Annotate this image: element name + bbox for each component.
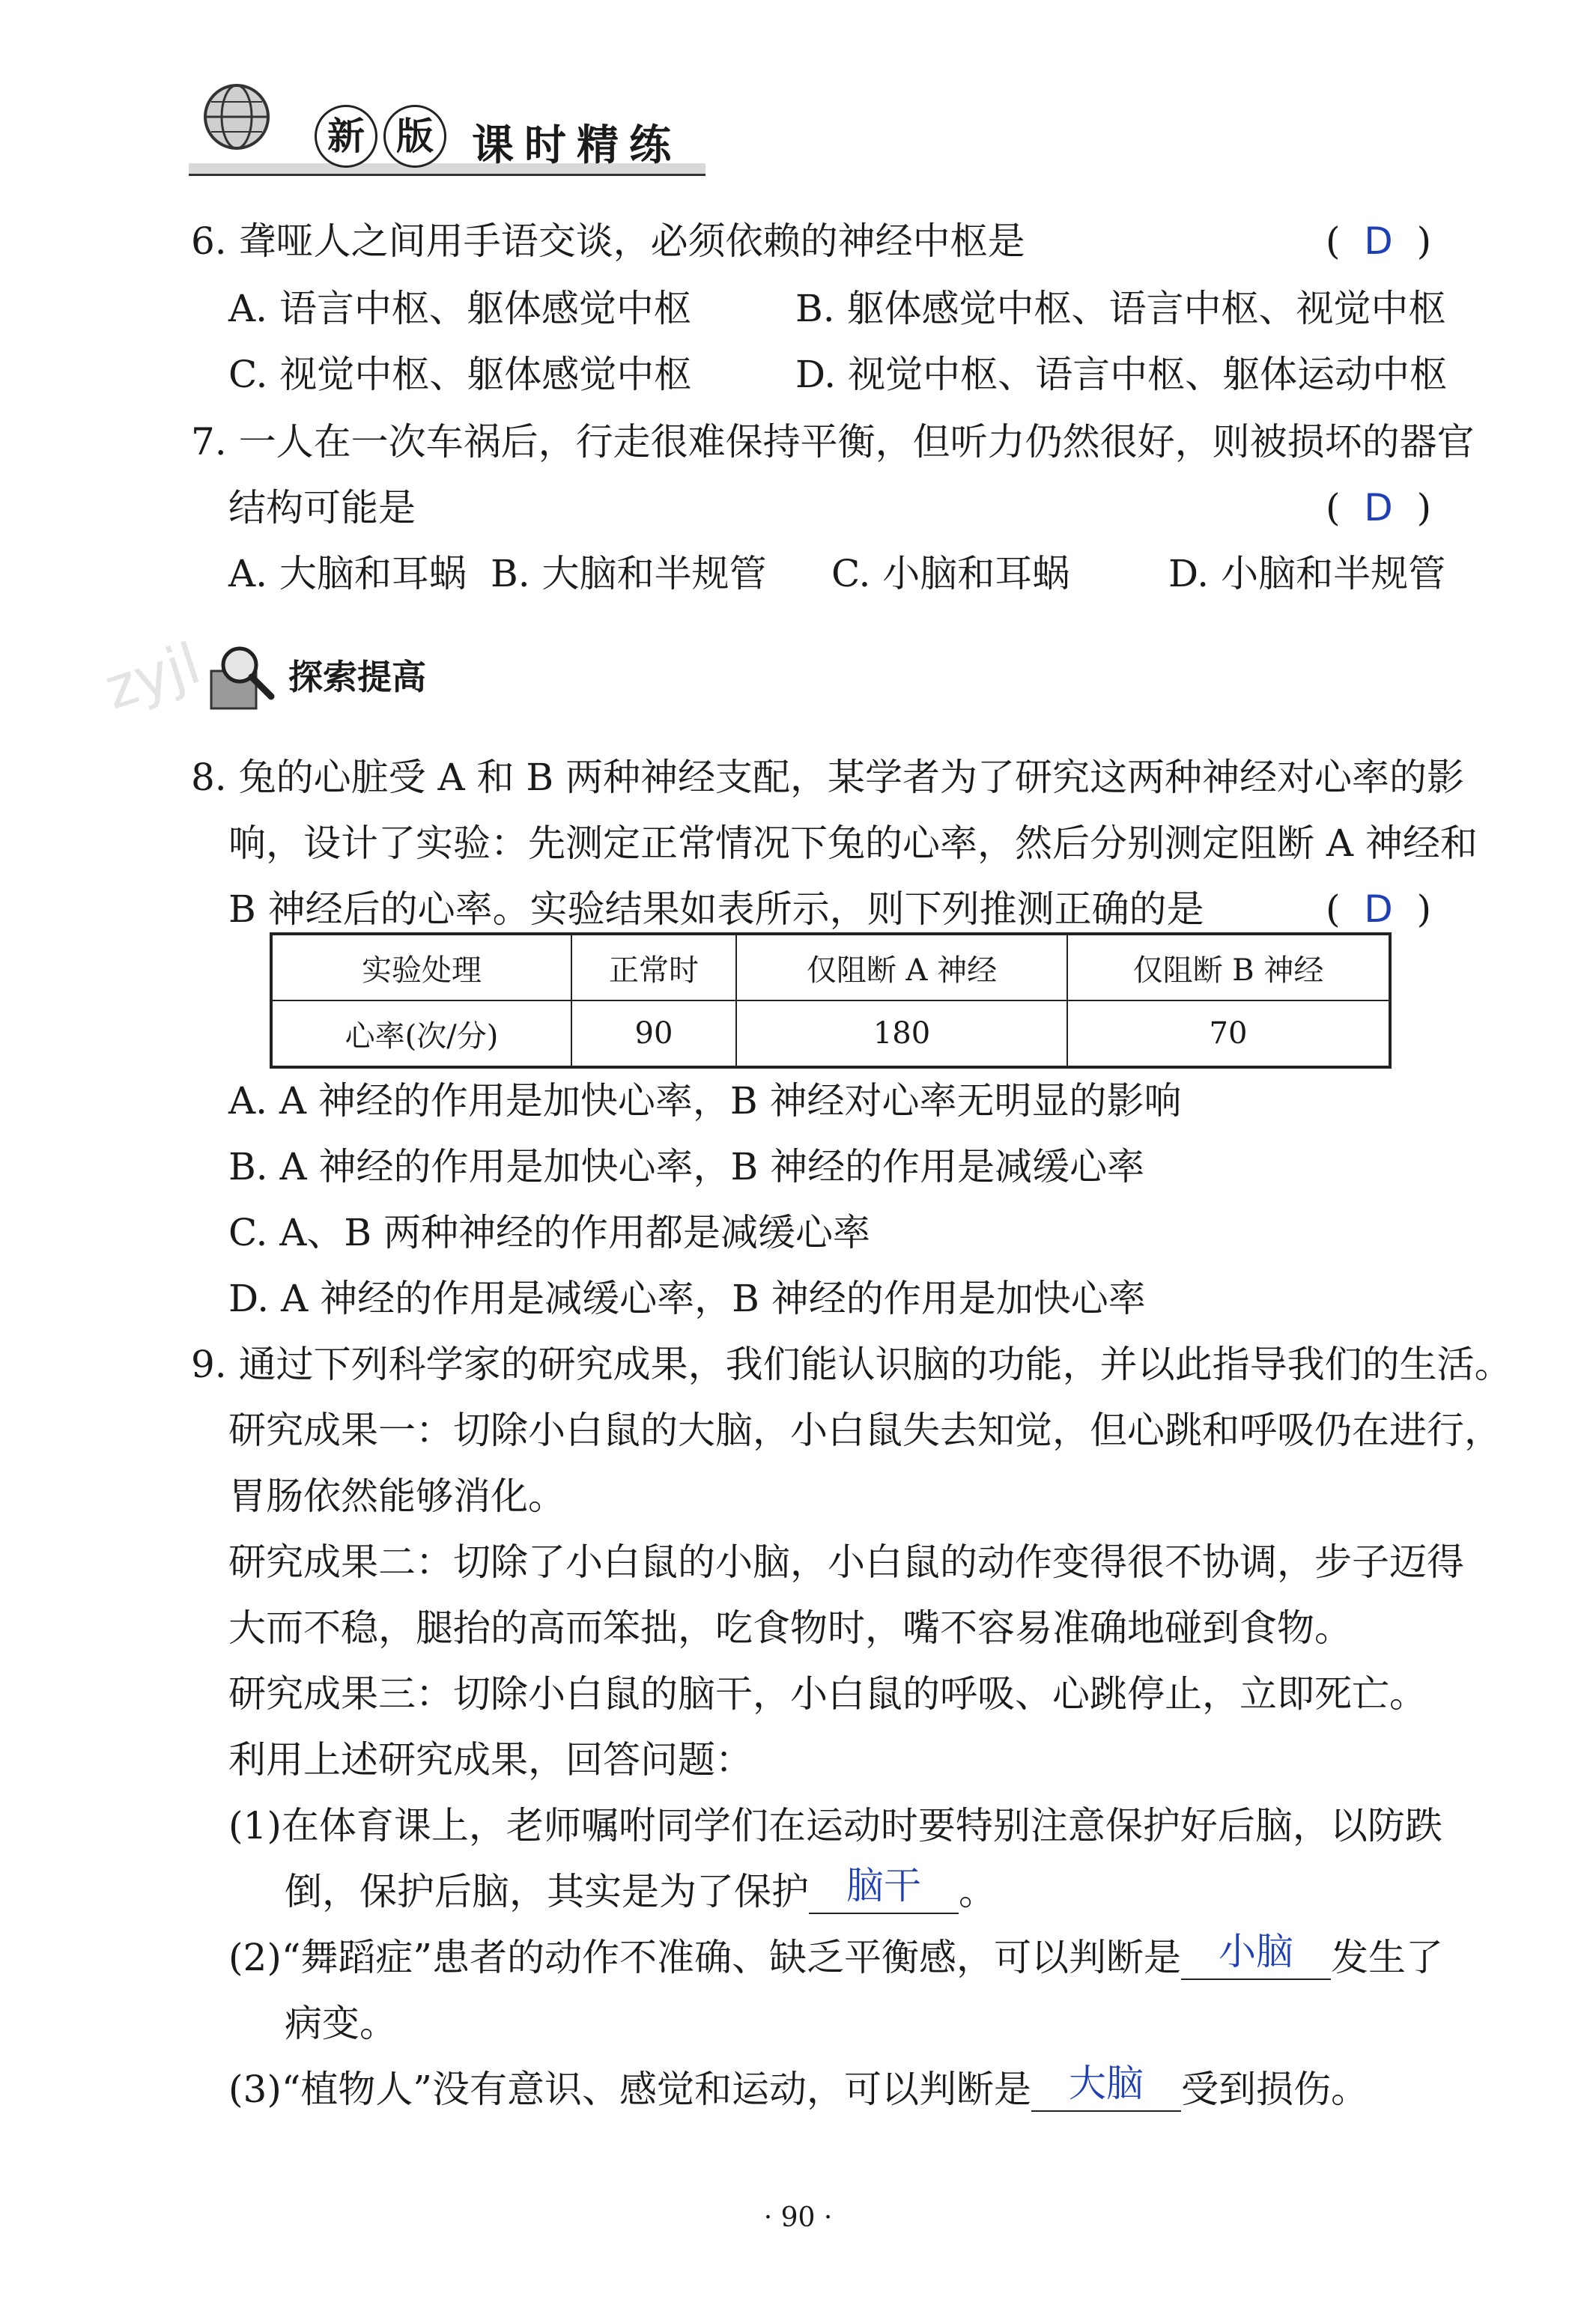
q9-sub2-after: 发生了 bbox=[1330, 1936, 1443, 1979]
q7-stem-line2: 结构可能是 bbox=[228, 486, 416, 529]
page-number: · 90 · bbox=[763, 2202, 833, 2233]
table-header-cell: 正常时 bbox=[571, 934, 736, 1000]
table-header-cell: 仅阻断 A 神经 bbox=[736, 934, 1067, 1000]
q9-sub3-line bbox=[228, 2062, 1368, 2112]
q6-answer-bracket: ( D ) bbox=[1326, 219, 1432, 263]
q6-option-b: B. 躯体感觉中枢、语言中枢、视觉中枢 bbox=[795, 287, 1446, 330]
table-cell: 180 bbox=[736, 1000, 1067, 1067]
q7-option-b: B. 大脑和半规管 bbox=[491, 552, 767, 595]
table-header-cell: 仅阻断 B 神经 bbox=[1067, 934, 1390, 1000]
header-char-2: 版 bbox=[383, 105, 446, 168]
q7-answer-bracket: ( D ) bbox=[1326, 486, 1432, 529]
q9-sub1-answer: 脑干 bbox=[846, 1864, 921, 1907]
q9-sub3-after: 受到损伤。 bbox=[1180, 2068, 1368, 2111]
q9-sub3-answer: 大脑 bbox=[1068, 2062, 1144, 2105]
header-char-1: 新 bbox=[315, 105, 377, 168]
q9-research2-line2: 大而不稳，腿抬的高而笨拙，吃食物时，嘴不容易准确地碰到食物。 bbox=[228, 1606, 1352, 1650]
q9-sub2-blank[interactable] bbox=[1181, 1930, 1331, 1980]
watermark: zyjl bbox=[97, 629, 208, 723]
q7-option-d: D. 小脑和半规管 bbox=[1168, 552, 1446, 595]
magnifier-icon bbox=[196, 643, 279, 714]
experiment-table bbox=[270, 932, 1392, 1069]
q8-stem-line2: 响，设计了实验：先测定正常情况下兔的心率，然后分别测定阻断 A 神经和 bbox=[228, 822, 1478, 865]
q8-option-d: D. A 神经的作用是减缓心率，B 神经的作用是加快心率 bbox=[228, 1277, 1146, 1320]
table-row bbox=[271, 1000, 1390, 1067]
q7-option-c: C. 小脑和耳蜗 bbox=[831, 552, 1070, 595]
q9-sub3-blank[interactable] bbox=[1031, 2062, 1181, 2112]
table-cell: 70 bbox=[1067, 1000, 1390, 1067]
q9-sub2-answer: 小脑 bbox=[1218, 1930, 1293, 1973]
q9-sub2-text: (2)“舞蹈症”患者的动作不准确、缺乏平衡感，可以判断是 bbox=[228, 1936, 1181, 1979]
q7-stem-line1: 7. 一人在一次车祸后，行走很难保持平衡，但听力仍然很好，则被损坏的器官 bbox=[191, 420, 1475, 464]
q9-prompt: 利用上述研究成果，回答问题： bbox=[228, 1738, 753, 1782]
header-globe-icon bbox=[201, 81, 273, 153]
q9-stem: 9. 通过下列科学家的研究成果，我们能认识脑的功能，并以此指导我们的生活。 bbox=[191, 1343, 1512, 1386]
q9-research1-line1: 研究成果一：切除小白鼠的大脑，小白鼠失去知觉，但心跳和呼吸仍在进行， bbox=[228, 1409, 1502, 1452]
q9-research3: 研究成果三：切除小白鼠的脑干，小白鼠的呼吸、心跳停止，立即死亡。 bbox=[228, 1672, 1427, 1716]
q9-sub1-blank[interactable] bbox=[809, 1864, 959, 1914]
q9-research1-line2: 胃肠依然能够消化。 bbox=[228, 1475, 565, 1518]
table-header-cell: 实验处理 bbox=[271, 934, 571, 1000]
q9-sub1-end: 。 bbox=[959, 1870, 996, 1913]
q8-stem-line1: 8. 兔的心脏受 A 和 B 两种神经支配，某学者为了研究这两种神经对心率的影 bbox=[191, 756, 1465, 799]
q8-answer: D bbox=[1364, 887, 1393, 931]
q8-option-c: C. A、B 两种神经的作用都是减缓心率 bbox=[228, 1211, 871, 1254]
q8-answer-bracket: ( D ) bbox=[1326, 887, 1432, 931]
q6-option-d: D. 视觉中枢、语言中枢、躯体运动中枢 bbox=[795, 353, 1448, 396]
q7-answer: D bbox=[1364, 486, 1393, 529]
q6-option-c: C. 视觉中枢、躯体感觉中枢 bbox=[228, 353, 692, 396]
q8-option-a: A. A 神经的作用是加快心率，B 神经对心率无明显的影响 bbox=[228, 1079, 1182, 1123]
table-cell: 心率(次/分) bbox=[271, 1000, 571, 1067]
q6-option-a: A. 语言中枢、躯体感觉中枢 bbox=[228, 287, 691, 330]
q6-answer: D bbox=[1364, 219, 1393, 263]
q8-stem-line3: B 神经后的心率。实验结果如表所示，则下列推测正确的是 bbox=[228, 887, 1204, 931]
header-title: 课时精练 bbox=[472, 121, 682, 170]
table-cell: 90 bbox=[571, 1000, 736, 1067]
q9-sub1-line1: (1)在体育课上，老师嘱咐同学们在运动时要特别注意保护好后脑，以防跌 bbox=[228, 1804, 1442, 1847]
q8-option-b: B. A 神经的作用是加快心率，B 神经的作用是减缓心率 bbox=[228, 1145, 1145, 1188]
q9-sub3-text: (3)“植物人”没有意识、感觉和运动，可以判断是 bbox=[228, 2068, 1031, 2111]
q9-sub1-line2 bbox=[285, 1864, 996, 1914]
q9-sub2-line1 bbox=[228, 1930, 1443, 1980]
q9-sub2-line2: 病变。 bbox=[285, 2002, 397, 2045]
q9-research2-line1: 研究成果二：切除了小白鼠的小脑，小白鼠的动作变得很不协调，步子迈得 bbox=[228, 1540, 1464, 1584]
section-title: 探索提高 bbox=[288, 657, 426, 697]
table-header-row bbox=[271, 934, 1390, 1000]
q6-stem: 6. 聋哑人之间用手语交谈，必须依赖的神经中枢是 bbox=[191, 219, 1025, 263]
q7-option-a: A. 大脑和耳蜗 bbox=[228, 552, 467, 595]
q9-sub1-text: 倒，保护后脑，其实是为了保护 bbox=[285, 1870, 809, 1913]
